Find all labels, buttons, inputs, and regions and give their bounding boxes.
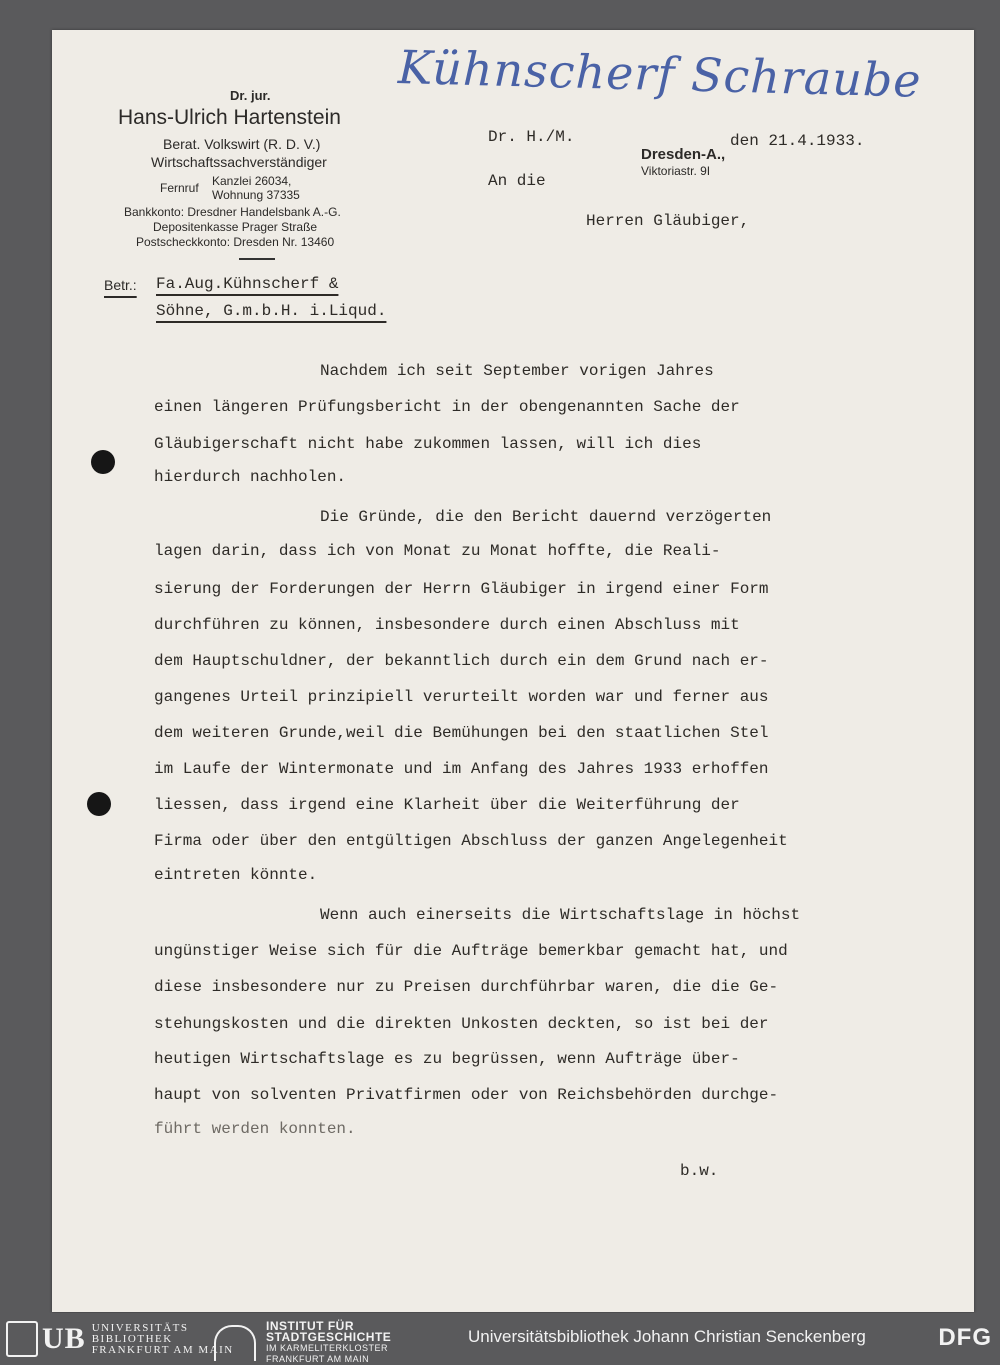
body-line: Die Gründe, die den Bericht dauernd verzögerten [320,508,772,526]
body-line: lagen darin, dass ich von Monat zu Monat hoffte, die Reali- [154,542,721,560]
body-line: führt werden konnten. [154,1120,356,1138]
ub-logo[interactable] [6,1321,234,1357]
punch-hole [87,792,111,816]
body-line: gangenes Urteil prinzipiell verurteilt worden war und ferner aus [154,688,769,706]
footer-bar [0,1313,1000,1363]
letter-date: den 21.4.1933. [730,132,865,150]
body-line: im Laufe der Wintermonate und im Anfang des Jahres 1933 erhoffen [154,760,769,778]
body-line: durchführen zu können, insbesondere durch einen Abschluss mit [154,616,740,634]
body-line: haupt von solventen Privatfirmen oder von Reichsbehörden durchge- [154,1086,779,1104]
body-line: heutigen Wirtschaftslage es zu begrüssen, wenn Aufträge über- [154,1050,740,1068]
letterhead-profession-2: Wirtschaftssachverständiger [151,154,327,170]
ub-logo-letters: UB [42,1322,86,1355]
letterhead-divider [239,258,275,260]
page-turn-note: b.w. [680,1162,719,1180]
letterhead-profession-1: Berat. Volkswirt (R. D. V.) [163,136,321,152]
handwritten-note: Kühnscherf Schraube [397,40,923,108]
ub-seal-icon [6,1321,38,1357]
body-line: hierdurch nachholen. [154,468,347,486]
body-line: Firma oder über den entgültigen Abschluss der ganzen Angelegenheit [154,832,788,850]
sender-street: Viktoriastr. 9I [641,164,711,178]
library-name: Universitätsbibliothek Johann Christian Senckenberg [468,1327,866,1346]
body-line: stehungskosten und die direkten Unkosten deckten, so ist bei der [154,1015,769,1033]
phone-home: Wohnung 37335 [212,188,300,202]
subject-label: Betr.: [104,277,137,293]
bank-account: Bankkonto: Dresdner Handelsbank A.-G. [124,205,341,219]
body-line: diese insbesondere nur zu Preisen durchführbar waren, die die Ge- [154,978,779,996]
arch-icon [214,1325,256,1361]
phone-label: Fernruf [160,181,199,195]
letter-page [52,30,974,1312]
isg-logo-text: INSTITUT FÜR STADTGESCHICHTE IM KARMELITERKLOSTER FRANKFURT AM MAIN [266,1319,392,1364]
body-line: liessen, dass irgend eine Klarheit über die Weiterführung der [154,796,740,814]
recipient: Herren Gläubiger, [586,212,750,230]
body-line: dem Hauptschuldner, der bekanntlich durch ein dem Grund nach er- [154,652,769,670]
phone-office: Kanzlei 26034, [212,174,292,188]
body-line: Wenn auch einerseits die Wirtschaftslage in höchst [320,906,801,924]
body-line: ungünstiger Weise sich für die Aufträge bemerkbar gemacht hat, und [154,942,788,960]
body-line: dem weiteren Grunde,weil die Bemühungen bei den staatlichen Stel [154,724,769,742]
body-line: Gläubigerschaft nicht habe zukommen lassen, will ich dies [154,435,702,453]
to-line: An die [488,172,546,190]
reference: Dr. H./M. [488,128,575,146]
body-line: eintreten könnte. [154,866,318,884]
sender-city: Dresden-A., [641,146,726,163]
subject-line-1: Fa.Aug.Kühnscherf & [156,275,339,293]
dfg-logo[interactable]: DFG [938,1324,992,1351]
postal-account: Postscheckkonto: Dresden Nr. 13460 [136,235,335,249]
isg-logo[interactable] [214,1321,391,1365]
bank-branch: Depositenkasse Prager Straße [153,220,318,234]
subject-line-2: Söhne, G.m.b.H. i.Liqud. [156,302,387,320]
body-line: sierung der Forderungen der Herrn Gläubiger in irgend einer Form [154,580,769,598]
letterhead-name: Hans-Ulrich Hartenstein [118,106,341,129]
letterhead-title: Dr. jur. [230,88,271,103]
body-line: einen längeren Prüfungsbericht in der obengenannten Sache der [154,398,740,416]
punch-hole [91,450,115,474]
ub-logo-text: UNIVERSITÄTS BIBLIOTHEK FRANKFURT AM MAIN [91,1321,234,1356]
body-line: Nachdem ich seit September vorigen Jahres [320,362,714,380]
